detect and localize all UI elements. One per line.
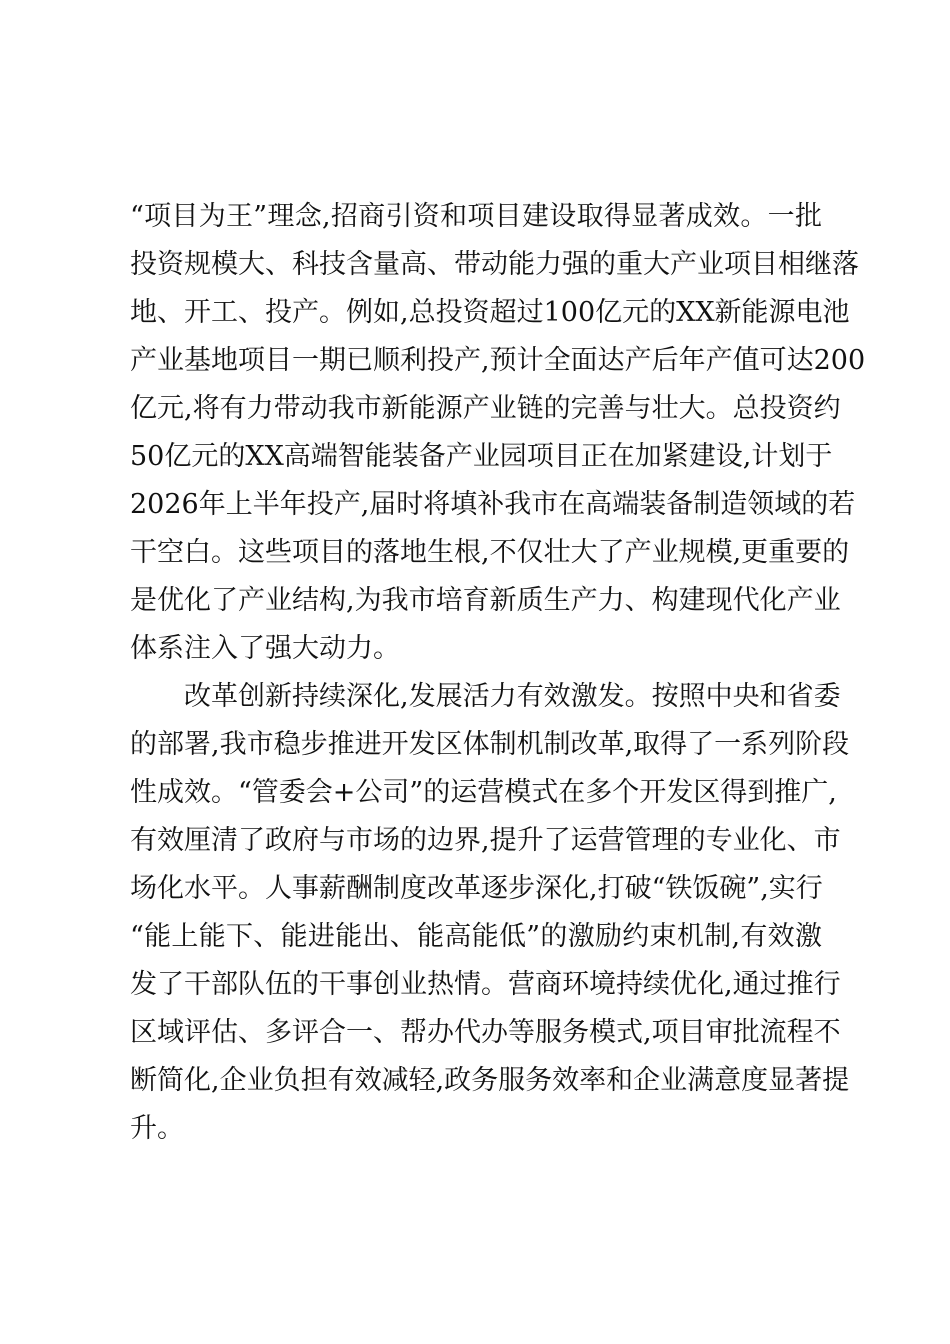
text-line: “项目为王”理念,招商引资和项目建设取得显著成效。一批: [130, 201, 822, 232]
text-line: 性成效。“管委会+公司”的运营模式在多个开发区得到推广,: [130, 777, 837, 808]
text-line: 地、开工、投产。例如,总投资超过100亿元的XX新能源电池: [130, 297, 850, 328]
document-page: [130, 193, 866, 1153]
text-line: 干空白。这些项目的落地生根,不仅壮大了产业规模,更重要的: [130, 537, 850, 568]
text-line: 升。: [130, 1113, 184, 1144]
text-line: 区域评估、多评合一、帮办代办等服务模式,项目审批流程不: [130, 1017, 841, 1048]
text-line: “能上能下、能进能出、能高能低”的激励约束机制,有效激: [130, 921, 822, 952]
text-line: 50亿元的XX高端智能装备产业园项目正在加紧建设,计划于: [130, 441, 833, 472]
text-line: 的部署,我市稳步推进开发区体制机制改革,取得了一系列阶段: [130, 729, 850, 760]
text-line: 2026年上半年投产,届时将填补我市在高端装备制造领域的若: [130, 489, 856, 520]
text-line: 发了干部队伍的干事创业热情。营商环境持续优化,通过推行: [130, 969, 841, 1000]
text-line: 投资规模大、科技含量高、带动能力强的重大产业项目相继落: [130, 249, 859, 280]
text-line: 改革创新持续深化,发展活力有效激发。按照中央和省委: [130, 681, 841, 712]
text-line: 体系注入了强大动力。: [130, 633, 400, 664]
paragraph-reform: [130, 673, 850, 1153]
text-line: 断简化,企业负担有效减轻,政务服务效率和企业满意度显著提: [130, 1065, 850, 1096]
text-line: 有效厘清了政府与市场的边界,提升了运营管理的专业化、市: [130, 825, 841, 856]
text-line: 亿元,将有力带动我市新能源产业链的完善与壮大。总投资约: [130, 393, 841, 424]
text-line: 产业基地项目一期已顺利投产,预计全面达产后年产值可达200: [130, 345, 866, 376]
text-line: 是优化了产业结构,为我市培育新质生产力、构建现代化产业: [130, 585, 841, 616]
text-line: 场化水平。人事薪酬制度改革逐步深化,打破“铁饭碗”,实行: [130, 873, 823, 904]
paragraph-projects: [130, 193, 866, 673]
